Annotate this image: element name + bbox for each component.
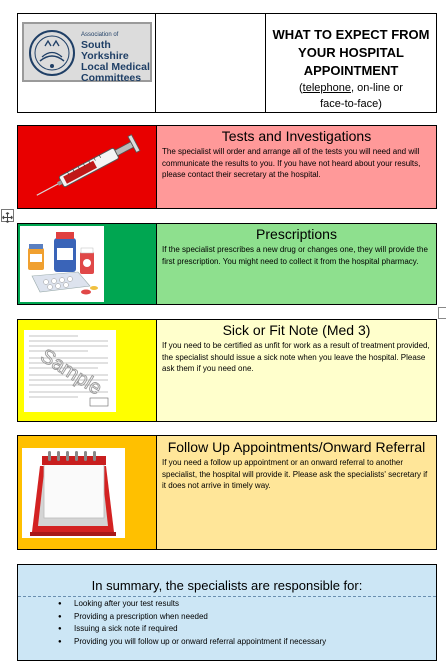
margin-marker (438, 307, 446, 319)
summary-item: ● Providing you will follow up or onward referral appointment if necessary (58, 636, 326, 649)
summary-item: ● Issuing a sick note if required (58, 623, 326, 636)
empty-cell (156, 14, 266, 112)
section-sick-note-title: Sick or Fit Note (Med 3) (222, 322, 371, 338)
section-follow-up-text: If you need a follow up appointment or an onward referral to another specialist, the hospital will provide it. Please ask the specialists' secretary if it does not arrive in timely way. (162, 458, 428, 490)
section-follow-up-image (18, 436, 157, 549)
summary-divider (18, 596, 436, 597)
sample-watermark: Sample (36, 345, 106, 400)
section-tests-image (18, 126, 157, 208)
sick-note-icon (18, 320, 157, 421)
subtitle-rest: , on-line or (351, 82, 403, 94)
logo-line-4: Committees (81, 71, 142, 84)
table-move-handle[interactable] (1, 209, 14, 222)
logo-line-1: Association of (81, 32, 119, 38)
section-tests-text: The specialist will order and arrange all of the tests you will need and will communicate the results to you. If you have not heard about your results, please contact their secretary at the hospital. (162, 147, 421, 179)
section-prescriptions-title: Prescriptions (256, 226, 337, 242)
section-follow-up-content (157, 436, 436, 549)
section-tests-content (157, 126, 436, 208)
summary-item: ● Looking after your test results (58, 598, 326, 611)
page-title-line-1: WHAT TO EXPECT FROM (272, 27, 430, 42)
page-title-line-3: APPOINTMENT (303, 63, 399, 78)
logo-line-2: South Yorkshire (81, 39, 129, 62)
syringe-icon (18, 126, 157, 208)
section-sick-note (17, 319, 437, 422)
section-tests-title: Tests and Investigations (221, 128, 372, 144)
logo-cell (18, 14, 156, 112)
section-sick-note-text: If you need to be certified as unfit for work as a result of treatment provided, the specialist should issue a sick note when you leave the hospital. Please ask them if you need one. (162, 341, 430, 373)
lmc-logo (22, 22, 152, 82)
section-prescriptions-image (18, 224, 157, 304)
subtitle-telephone: telephone (302, 82, 351, 94)
page-subtitle-line-2: face-to-face) (320, 98, 382, 110)
summary-title: In summary, the specialists are responsible for: (91, 578, 363, 593)
medicine-icon (20, 226, 104, 302)
header-table (17, 13, 437, 113)
seal-icon (28, 29, 76, 77)
summary-box (17, 564, 437, 661)
medicine-image (20, 226, 104, 302)
section-follow-up-title: Follow Up Appointments/Onward Referral (167, 439, 426, 455)
move-icon (2, 212, 13, 223)
logo-line-3: Local Medical (81, 61, 150, 73)
summary-item: ● Providing a prescription when needed (58, 611, 326, 624)
section-follow-up (17, 435, 437, 550)
calendar-icon (18, 436, 157, 549)
section-prescriptions-content (157, 224, 436, 304)
page-subtitle (266, 81, 436, 96)
section-tests (17, 125, 437, 209)
section-prescriptions-text: If the specialist prescribes a new drug or changes one, they will provide the first prescription. You might need to collect it from the hospital pharmacy. (162, 245, 428, 266)
title-cell (266, 14, 436, 112)
subtitle-open: ( (299, 82, 303, 94)
section-prescriptions (17, 223, 437, 305)
page-title-line-2: YOUR HOSPITAL (298, 45, 404, 60)
section-sick-note-image (18, 320, 157, 421)
summary-list (58, 598, 326, 648)
section-sick-note-content (157, 320, 436, 421)
